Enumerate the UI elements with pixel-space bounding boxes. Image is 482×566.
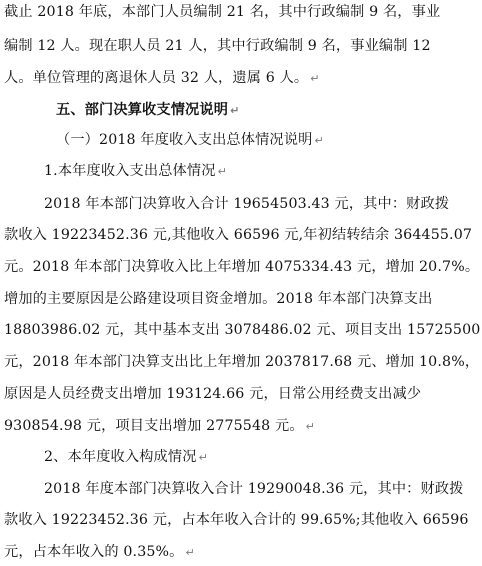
text-line: 元，2018 年本部门决算支出比上年增加 2037817.68 元、增加 10.8%，: [4, 354, 480, 370]
paragraph-mark-icon: ↵: [305, 420, 316, 433]
sub-heading: 2、本年度收入构成情况 ↵: [44, 449, 208, 465]
paragraph-mark-icon: ↵: [185, 546, 195, 559]
text-line: 元。2018 年本部门决算收入比上年增加 4075334.43 元，增加 20.7%。: [4, 259, 480, 275]
text-line: 款收入 19223452.36 元，占本年收入合计的 99.65%;其他收入 66596: [4, 512, 469, 528]
text-line: 人。单位管理的离退休人员 32 人，遗属 6 人。 ↵: [4, 70, 320, 86]
text-line: 元，占本年收入的 0.35%。 ↵: [4, 544, 195, 560]
paragraph-mark-icon: ↵: [198, 451, 208, 464]
text-line: 18803986.02 元，其中基本支出 3078486.02 元、项目支出 15725500: [4, 322, 481, 338]
text-line: 编制 12 人。现在职人员 21 人，其中行政编制 9 名，事业编制 12: [4, 38, 431, 54]
text-line: 原因是人员经费支出增加 193124.66 元，日常公用经费支出减少: [4, 386, 422, 402]
text-line: 930854.98 元，项目支出增加 2775548 元。 ↵: [4, 418, 316, 434]
sub-heading: 1.本年度收入支出总体情况 ↵: [44, 163, 227, 179]
subsection-heading: （一）2018 年度收入支出总体情况说明 ↵: [56, 132, 324, 148]
text-line: 增加的主要原因是公路建设项目资金增加。2018 年本部门决算支出: [4, 291, 433, 307]
section-heading: 五、部门决算收支情况说明 ↵: [56, 102, 240, 118]
text-line: 截止 2018 年底，本部门人员编制 21 名，其中行政编制 9 名，事业: [4, 4, 441, 20]
text-line: 2018 年本部门决算收入合计 19654503.43 元，其中：财政拨: [44, 196, 450, 212]
paragraph-mark-icon: ↵: [217, 165, 227, 178]
paragraph-mark-icon: ↵: [230, 104, 240, 117]
text-line: 款收入 19223452.36 元,其他收入 66596 元,年初结转结余 364455.07: [4, 227, 473, 243]
text-line: 2018 年度本部门决算收入合计 19290048.36 元，其中：财政拨: [44, 481, 464, 497]
paragraph-mark-icon: ↵: [314, 134, 324, 147]
paragraph-mark-icon: ↵: [310, 72, 320, 85]
